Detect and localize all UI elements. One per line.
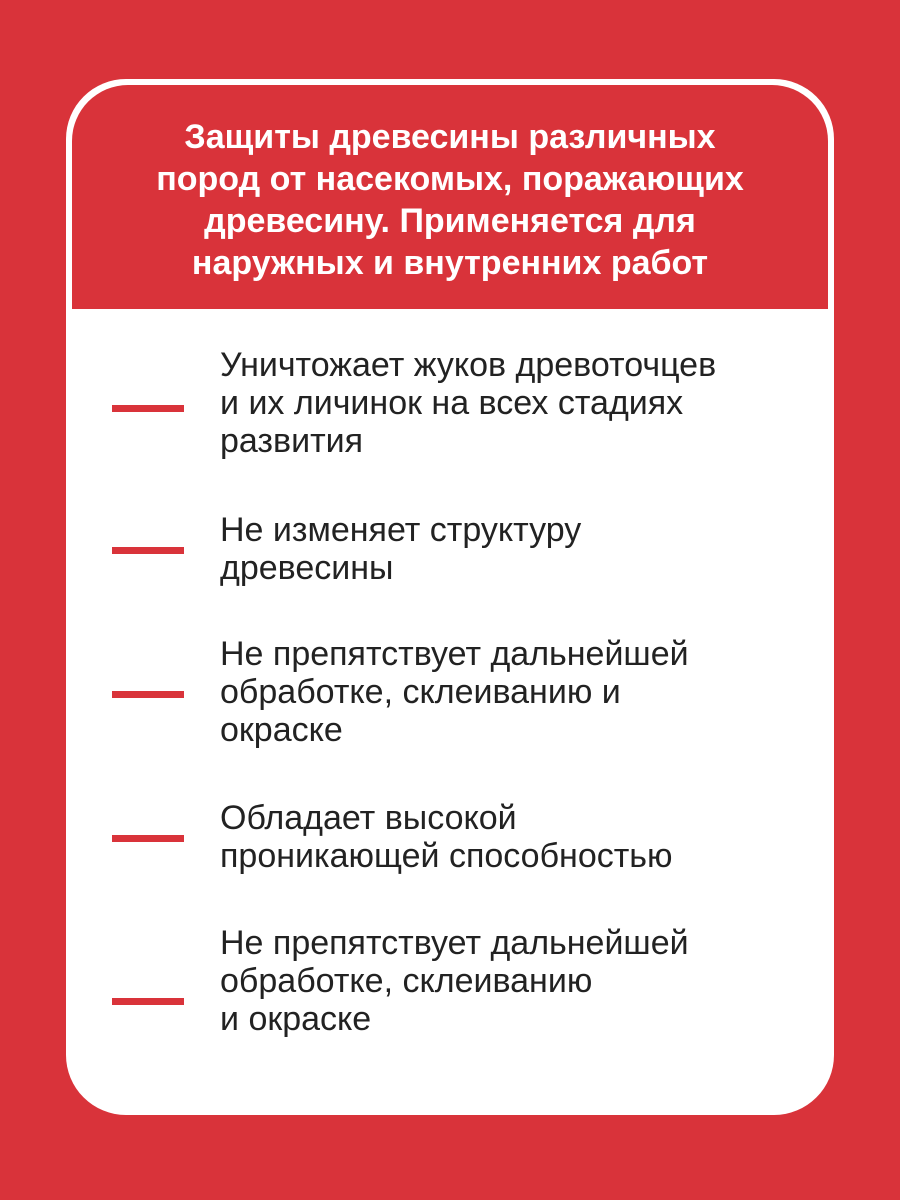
dash-icon — [112, 691, 184, 698]
header-title: Защиты древесины различных пород от насекомых, поражающих древесину. Применяется для наружных и внутренних работ — [156, 118, 744, 282]
feature-text: Обладает высокой проникающей способностью — [220, 799, 673, 875]
feature-text: Не препятствует дальнейшей обработке, склеиванию и окраске — [220, 924, 689, 1038]
dash-icon — [112, 547, 184, 554]
feature-text: Не изменяет структуру древесины — [220, 511, 582, 587]
feature-text: Не препятствует дальнейшей обработке, склеиванию и окраске — [220, 635, 689, 749]
feature-text: Уничтожает жуков древоточцев и их личинок на всех стадиях развития — [220, 346, 717, 460]
card-header — [72, 85, 828, 309]
dash-icon — [112, 998, 184, 1005]
dash-icon — [112, 405, 184, 412]
info-card — [66, 79, 834, 1115]
dash-icon — [112, 835, 184, 842]
